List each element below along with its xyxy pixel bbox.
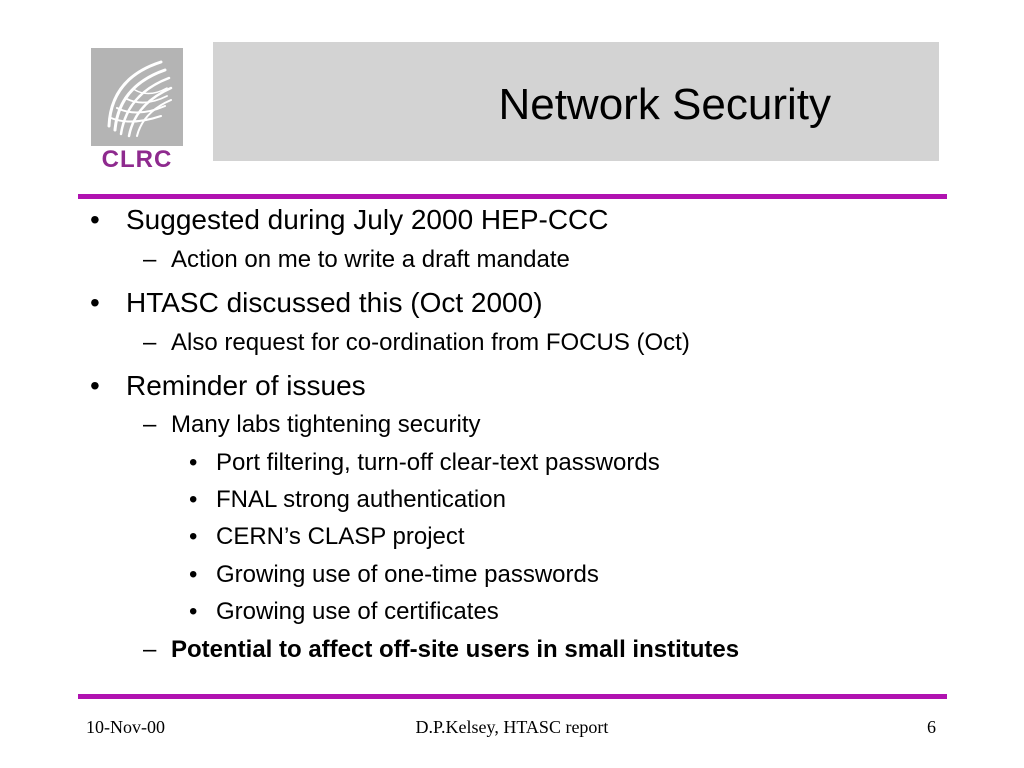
footer-page-number: 6: [927, 717, 936, 737]
bullet-text: Growing use of one-time passwords: [216, 561, 599, 588]
bullet-marker: •: [189, 449, 198, 476]
top-divider: [78, 194, 947, 199]
bullet-text: Port filtering, turn-off clear-text passwords: [216, 449, 660, 476]
footer-date: 10-Nov-00: [86, 717, 165, 737]
bullet-marker: •: [90, 370, 100, 401]
bottom-divider: [78, 694, 947, 699]
bullet-marker: •: [189, 523, 198, 550]
bullet-marker: –: [143, 411, 157, 438]
bullet-text: Many labs tightening security: [171, 411, 481, 438]
bullet-text: Potential to affect off-site users in small institutes: [171, 636, 740, 663]
bullet-marker: •: [189, 561, 198, 588]
logo-text: CLRC: [101, 146, 173, 173]
bullet-text: HTASC discussed this (Oct 2000): [126, 287, 543, 318]
bullet-marker: •: [189, 486, 198, 513]
bullet-text: CERN’s CLASP project: [216, 523, 465, 550]
bullet-marker: •: [90, 204, 100, 235]
bullet-text: Growing use of certificates: [216, 598, 499, 625]
bullet-marker: •: [189, 598, 198, 625]
bullet-marker: –: [143, 636, 157, 663]
slide-title: Network Security: [498, 80, 831, 129]
bullet-text: Also request for co-ordination from FOCUS (Oct): [171, 329, 690, 356]
bullet-text: Suggested during July 2000 HEP-CCC: [126, 204, 609, 235]
logo-graphic: [91, 48, 183, 146]
footer-author: D.P.Kelsey, HTASC report: [415, 717, 609, 737]
bullet-marker: •: [90, 287, 100, 318]
bullet-marker: –: [143, 329, 157, 356]
bullet-text: Reminder of issues: [126, 370, 366, 401]
swirl-icon: [91, 48, 183, 146]
bullet-marker: –: [143, 246, 157, 273]
bullet-text: Action on me to write a draft mandate: [171, 246, 570, 273]
bullet-text: FNAL strong authentication: [216, 486, 506, 513]
